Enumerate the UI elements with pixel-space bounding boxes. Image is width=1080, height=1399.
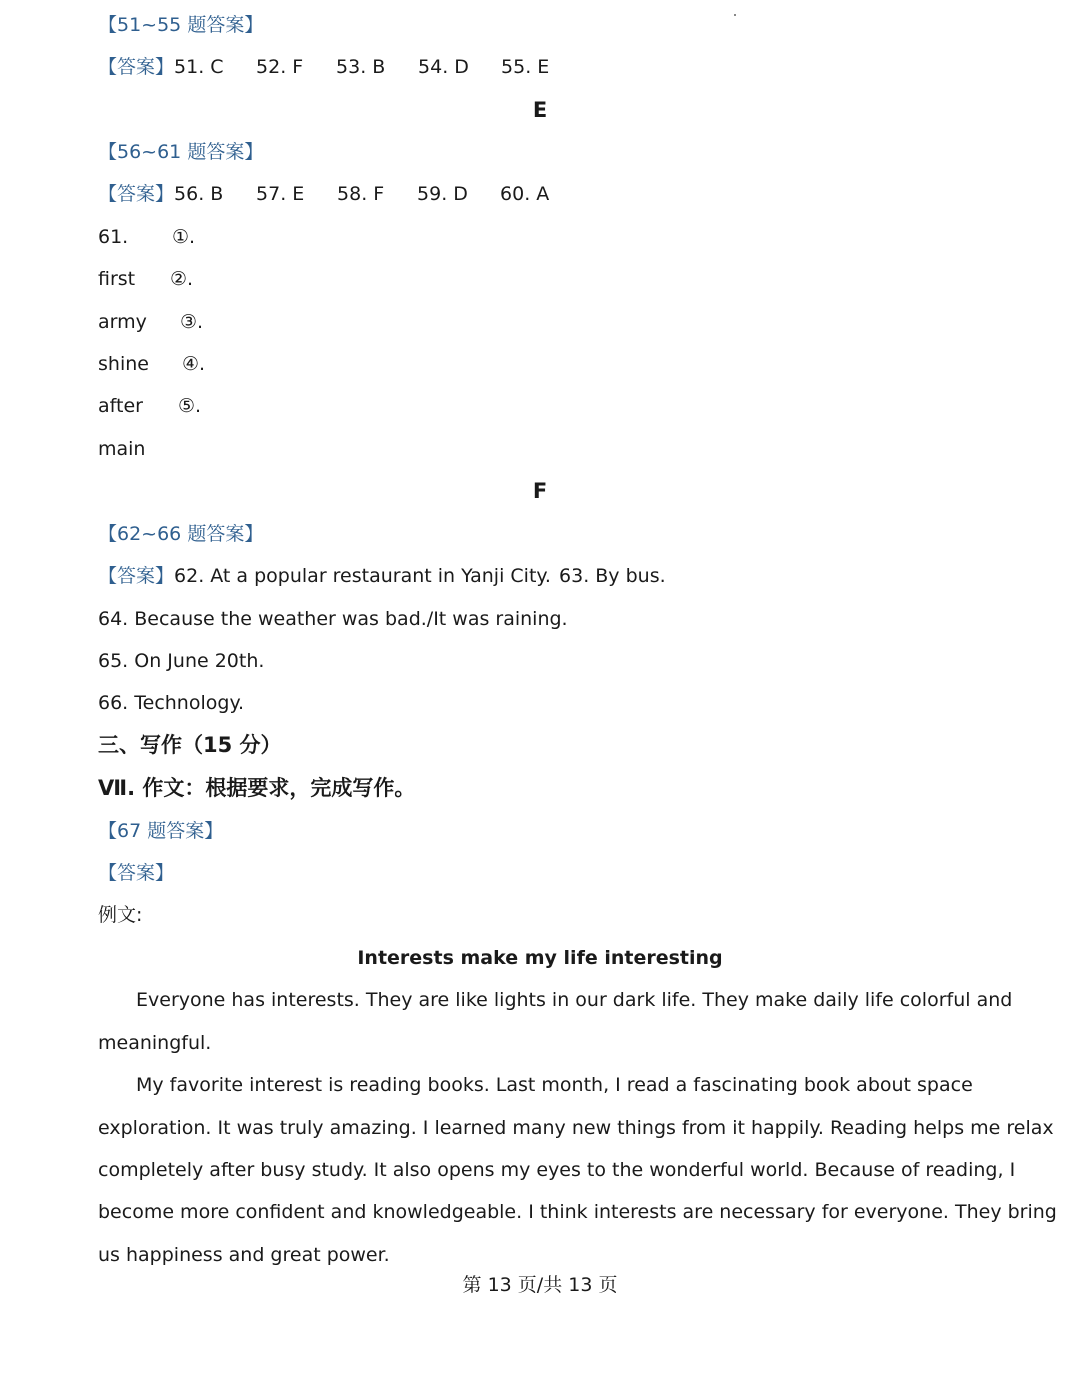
- answer-53: 53. B: [336, 56, 386, 78]
- example-label: 例文:: [98, 904, 143, 926]
- answer-65: 65. On June 20th.: [98, 650, 265, 672]
- answer-56: 56. B: [174, 183, 224, 205]
- fill-row-shine: [98, 351, 205, 377]
- answer-tag: 【答案】: [98, 565, 175, 587]
- fill-row-61: [98, 224, 195, 250]
- answer-tag: 【答案】: [98, 56, 175, 78]
- fill-label: shine: [98, 353, 149, 375]
- essay-para2-line4: become more confident and knowledgeable. I think interests are necessary for everyone. They bring: [98, 1201, 1057, 1223]
- essay-para1-line1: Everyone has interests. They are like lights in our dark life. They make daily life colorful and: [136, 989, 1013, 1011]
- section-letter-e: E: [532, 98, 548, 122]
- essay-title: Interests make my life interesting: [357, 947, 723, 969]
- answer-range-tag-51-55: 【51~55 题答案】: [98, 14, 264, 36]
- answer-62: 62. At a popular restaurant in Yanji City.: [174, 565, 551, 587]
- fill-marker: ④.: [182, 353, 206, 375]
- fill-row-first: [98, 266, 193, 292]
- answer-60: 60. A: [500, 183, 550, 205]
- fill-marker: ⑤.: [178, 395, 202, 417]
- answer-51: 51. C: [174, 56, 224, 78]
- answer-58: 58. F: [337, 183, 385, 205]
- essay-para1-line2: meaningful.: [98, 1032, 212, 1054]
- fill-marker: ①.: [172, 226, 196, 248]
- fill-marker: ③.: [180, 311, 204, 333]
- fill-row-army: [98, 309, 203, 335]
- section-heading-writing: 三、写作（15 分）: [98, 733, 282, 757]
- answer-66: 66. Technology.: [98, 692, 245, 714]
- answer-59: 59. D: [417, 183, 468, 205]
- fill-marker: ②.: [170, 268, 194, 290]
- answer-range-tag-56-61: 【56~61 题答案】: [98, 141, 264, 163]
- answer-range-tag-67: 【67 题答案】: [98, 820, 224, 842]
- essay-para2-line5: us happiness and great power.: [98, 1244, 390, 1266]
- fill-row-main: [98, 436, 178, 462]
- answer-64: 64. Because the weather was bad./It was raining.: [98, 608, 568, 630]
- answer-tag: 【答案】: [98, 862, 175, 884]
- writing-task-heading: Ⅶ. 作文：根据要求，完成写作。: [98, 776, 416, 800]
- fill-label: army: [98, 311, 147, 333]
- answer-55: 55. E: [501, 56, 550, 78]
- speck: [734, 14, 736, 16]
- fill-row-after: [98, 393, 201, 419]
- answer-row-51-55: [98, 54, 549, 80]
- fill-label: main: [98, 438, 146, 460]
- fill-label: first: [98, 268, 136, 290]
- fill-label: 61.: [98, 226, 129, 248]
- answer-row-56-60: [98, 181, 549, 207]
- answer-57: 57. E: [256, 183, 305, 205]
- answer-tag: 【答案】: [98, 183, 175, 205]
- essay-para2-line3: completely after busy study. It also opens my eyes to the wonderful world. Because of reading, I: [98, 1159, 1016, 1181]
- essay-para2-line1: My favorite interest is reading books. Last month, I read a fascinating book about space: [136, 1074, 973, 1096]
- section-letter-f: F: [532, 479, 548, 503]
- answer-54: 54. D: [418, 56, 469, 78]
- essay-para2-line2: exploration. It was truly amazing. I learned many new things from it happily. Reading helps me relax: [98, 1117, 1054, 1139]
- answer-52: 52. F: [256, 56, 304, 78]
- page-footer: 第 13 页/共 13 页: [462, 1274, 618, 1296]
- answer-row-62-63: [98, 563, 666, 589]
- answer-63: 63. By bus.: [559, 565, 666, 587]
- answer-range-tag-62-66: 【62~66 题答案】: [98, 523, 264, 545]
- fill-label: after: [98, 395, 143, 417]
